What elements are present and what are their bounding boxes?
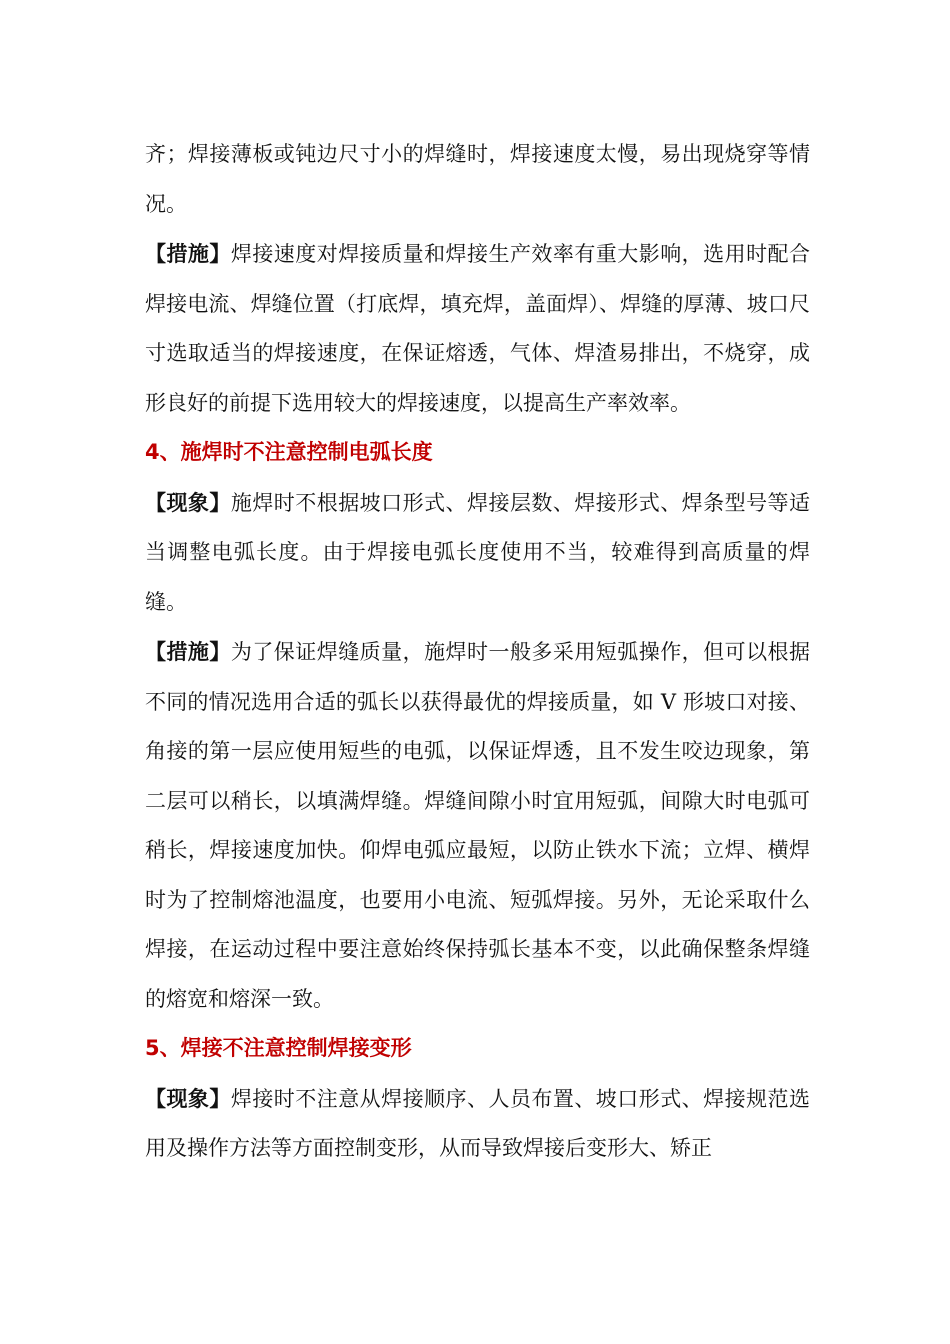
- paragraph-phenomenon-arc: [145, 478, 810, 628]
- paragraph-text: 为了保证焊缝质量，施焊时一般多采用短弧操作，但可以根据不同的情况选用合适的弧长以获得最优的焊接质量，如 V 形坡口对接、角接的第一层应使用短些的电弧，以保证焊透，且不发生咬边现象，第二层可以稍长，以填满焊缝。焊缝间隙小时宜用短弧，间隙大时电弧可稍长，焊接速度加快。仰焊电弧应最短，以防止铁水下流；立焊、横焊时为了控制熔池温度，也要用小电流、短弧焊接。另外，无论采取什么焊接，在运动过程中要注意始终保持弧长基本不变，以此确保整条焊缝的熔宽和熔深一致。: [145, 640, 811, 1011]
- paragraph-label: 【现象】: [145, 489, 231, 515]
- paragraph-measures-arc: [145, 627, 810, 1024]
- paragraph-label: 【措施】: [145, 241, 231, 266]
- paragraph-text: 齐；焊接薄板或钝边尺寸小的焊缝时，焊接速度太慢，易出现烧穿等情况。: [145, 142, 810, 216]
- paragraph-continuation: [145, 130, 810, 229]
- paragraph-label: 【措施】: [145, 639, 231, 664]
- paragraph-text: 焊接速度对焊接质量和焊接生产效率有重大影响，选用时配合焊接电流、焊缝位置（打底焊，填充焊，盖面焊）、焊缝的厚薄、坡口尺寸选取适当的焊接速度，在保证熔透，气体、焊渣易排出，不烧穿，成形良好的前提下选用较大的焊接速度，以提高生产率效率。: [145, 242, 811, 415]
- paragraph-text: 焊接时不注意从焊接顺序、人员布置、坡口形式、焊接规范选用及操作方法等方面控制变形，从而导致焊接后变形大、矫正: [145, 1086, 811, 1160]
- section-heading-4: 4、施焊时不注意控制电弧长度: [145, 440, 433, 464]
- paragraph-label: 【现象】: [145, 1085, 231, 1111]
- document-body: [145, 130, 810, 1174]
- paragraph-phenomenon-deformation: [145, 1074, 810, 1174]
- paragraph-measures-speed: [145, 229, 810, 428]
- section-heading-5: 5、焊接不注意控制焊接变形: [145, 1036, 412, 1060]
- paragraph-text: 施焊时不根据坡口形式、焊接层数、焊接形式、焊条型号等适当调整电弧长度。由于焊接电弧长度使用不当，较难得到高质量的焊缝。: [145, 490, 811, 614]
